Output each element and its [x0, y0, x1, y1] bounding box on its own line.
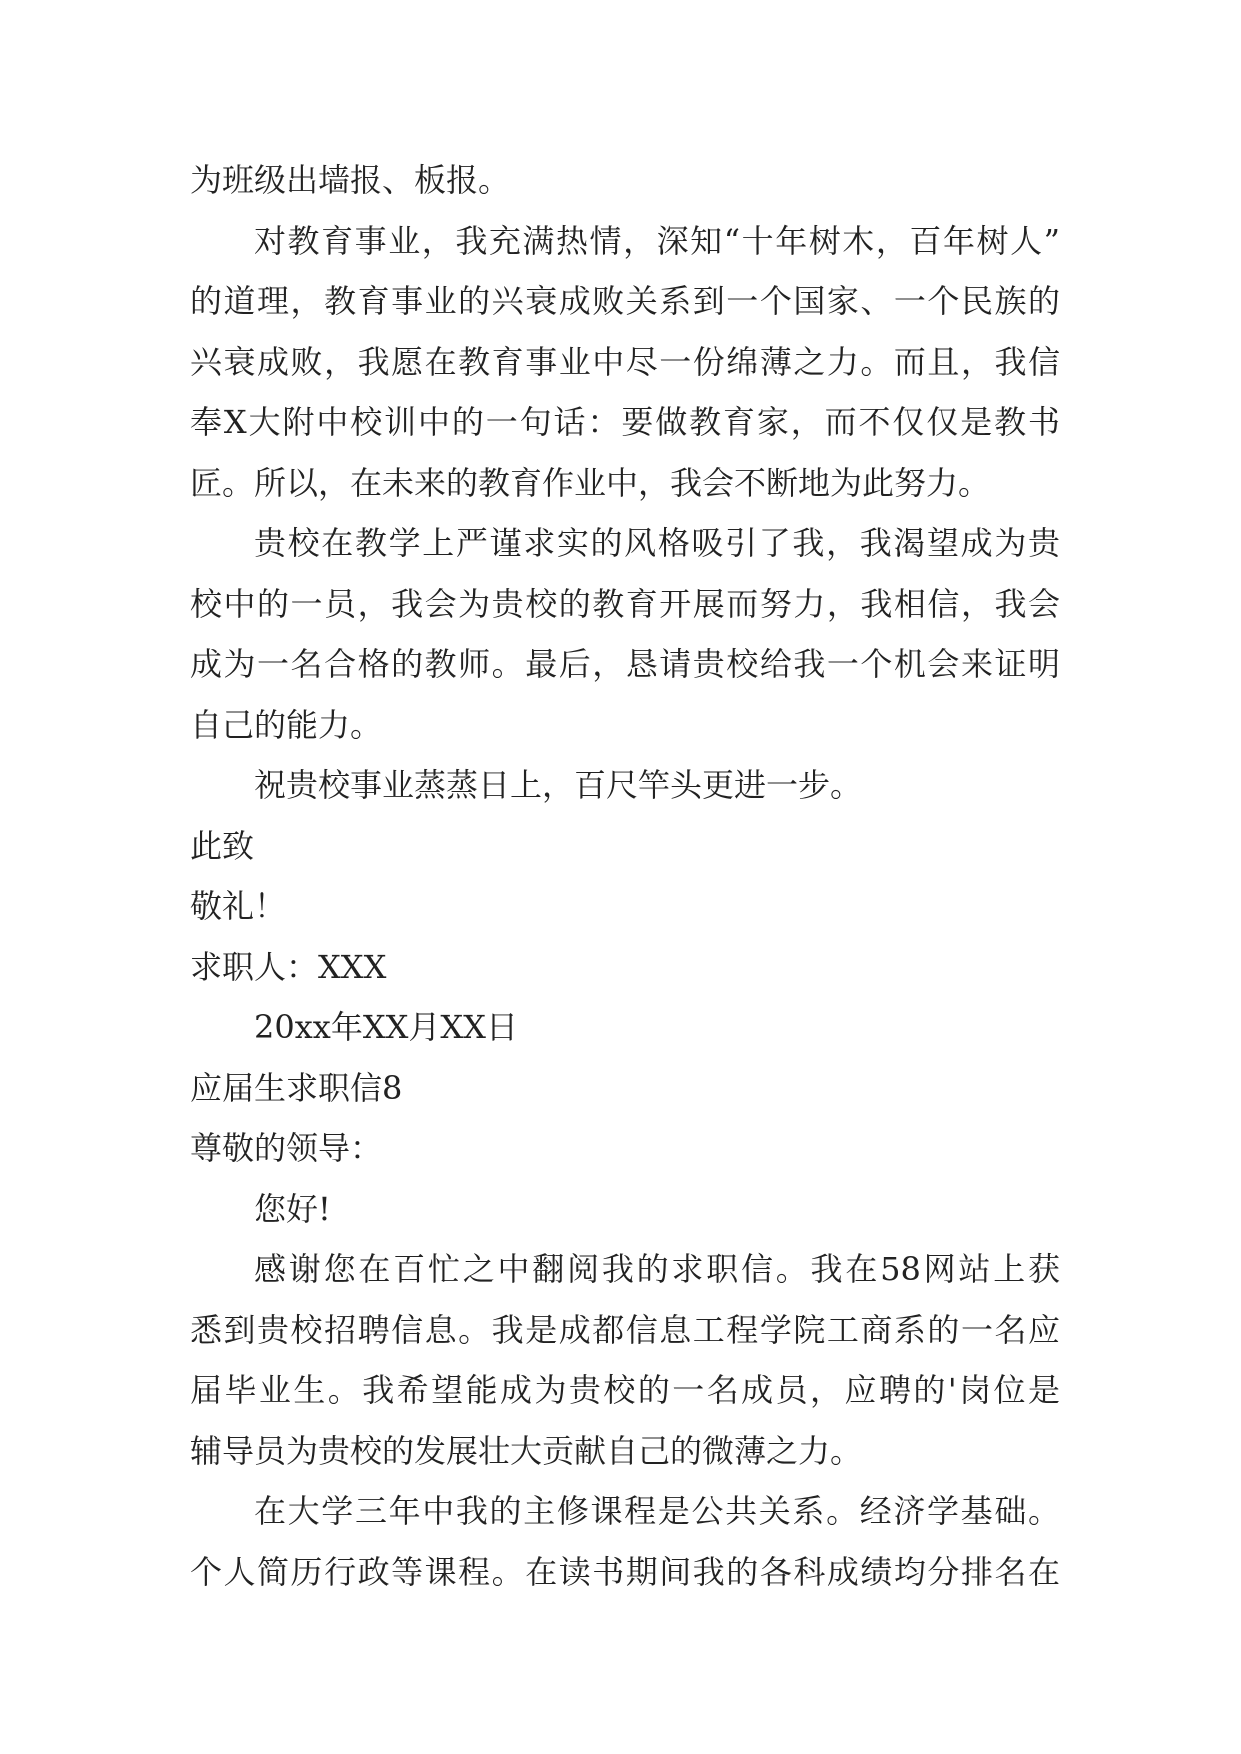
applicant-line: 求职人：XXX [190, 947, 387, 986]
text-line: 在大学三年中我的主修课程是公共关系。经济学基础。 [254, 1492, 1060, 1530]
text-line: 的道理，教育事业的兴衰成败关系到一个国家、一个民族的 [190, 282, 1060, 320]
text-line: 匠。所以，在未来的教育作业中，我会不断地为此努力。 [190, 463, 991, 502]
text-line: 校中的一员，我会为贵校的教育开展而努力，我相信，我会 [190, 584, 1060, 623]
text-line: 自己的能力。 [190, 705, 383, 744]
text-line: 届毕业生。我希望能成为贵校的一名成员，应聘的'岗位是 [190, 1371, 1060, 1409]
text-line: 祝贵校事业蒸蒸日上，百尺竿头更进一步。 [254, 766, 863, 804]
text-line: 奉X大附中校训中的一句话：要做教育家，而不仅仅是教书 [190, 403, 1060, 441]
text-line: 兴衰成败，我愿在教育事业中尽一份绵薄之力。而且，我信 [190, 342, 1060, 381]
text-line: 贵校在教学上严谨求实的风格吸引了我，我渴望成为贵 [254, 524, 1060, 562]
text-line: 辅导员为贵校的发展壮大贡献自己的微薄之力。 [190, 1431, 863, 1470]
text-line: 个人简历行政等课程。在读书期间我的各科成绩均分排名在 [190, 1552, 1060, 1591]
text-line: 为班级出墙报、板报。 [190, 161, 511, 199]
text-line: 感谢您在百忙之中翻阅我的求职信。我在58网站上获 [254, 1250, 1060, 1288]
greeting-line: 尊敬的领导： [190, 1129, 383, 1167]
text-line: 悉到贵校招聘信息。我是成都信息工程学院工商系的一名应 [190, 1310, 1060, 1349]
date-line: 20xx年XX月XX日 [254, 1008, 518, 1046]
text-line: 成为一名合格的教师。最后，恳请贵校给我一个机会来证明 [190, 645, 1060, 683]
salutation-line: 敬礼！ [190, 887, 287, 925]
section-heading: 应届生求职信8 [190, 1068, 403, 1107]
text-line: 您好! [254, 1189, 331, 1228]
text-line: 对教育事业，我充满热情，深知“十年树木，百年树人” [254, 221, 1060, 260]
letter-body [190, 150, 1060, 1602]
closing-line: 此致 [190, 826, 255, 865]
